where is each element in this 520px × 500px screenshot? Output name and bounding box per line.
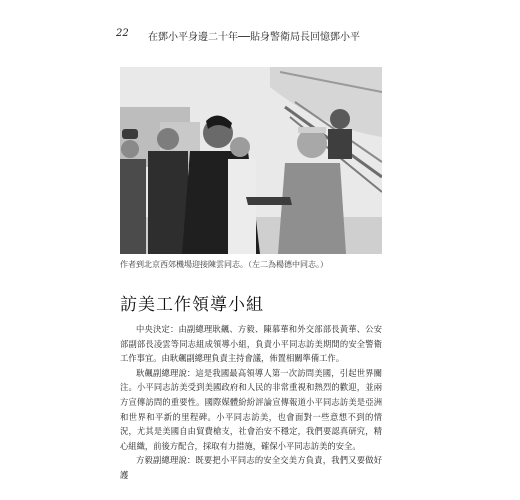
- running-title: 在鄧小平身邊二十年──貼身警衛局長回憶鄧小平: [148, 32, 361, 43]
- running-header: [116, 28, 416, 44]
- paragraph: 中央決定：由副總理耿飆、方毅、陳慕華和外交部部長黃華、公安部副部長凌雲等同志組成領導小組，負責小平同志訪美期間的安全警衛工作事宜。由耿飆副總理負責主持會議，佈置相關準備工作。: [120, 324, 382, 364]
- photograph-icon: [120, 67, 382, 254]
- photo-caption: 作者到北京西郊機場迎接陳雲同志。（左二為楊德中同志。）: [120, 260, 328, 269]
- section-heading: 訪美工作領導小組: [120, 295, 264, 315]
- body-text: [120, 322, 382, 483]
- paragraph: 方毅副總理說：既要把小平同志的安全交美方負責，我們又要做好護: [120, 455, 382, 480]
- page-number: 22: [116, 28, 129, 39]
- paragraph: 耿飆副總理說：這是我國最高領導人第一次訪問美國，引起世界關注。小平同志訪美受到美國政府和人民的非常重視和熱烈的歡迎，並兩方宣傳訪問的重要性。國際媒體紛紛評論宣傳報道小平同志訪美是亞洲和世界和平新的里程碑。小平同志訪美，也會面對一些意想不到的情況，尤其是美國自由貿費槍支，社會治安不穩定，我們要認真研究，精心組織，前後方配合，採取有力措施，確保小平同志訪美的安全。: [120, 367, 382, 451]
- photograph: [120, 67, 382, 254]
